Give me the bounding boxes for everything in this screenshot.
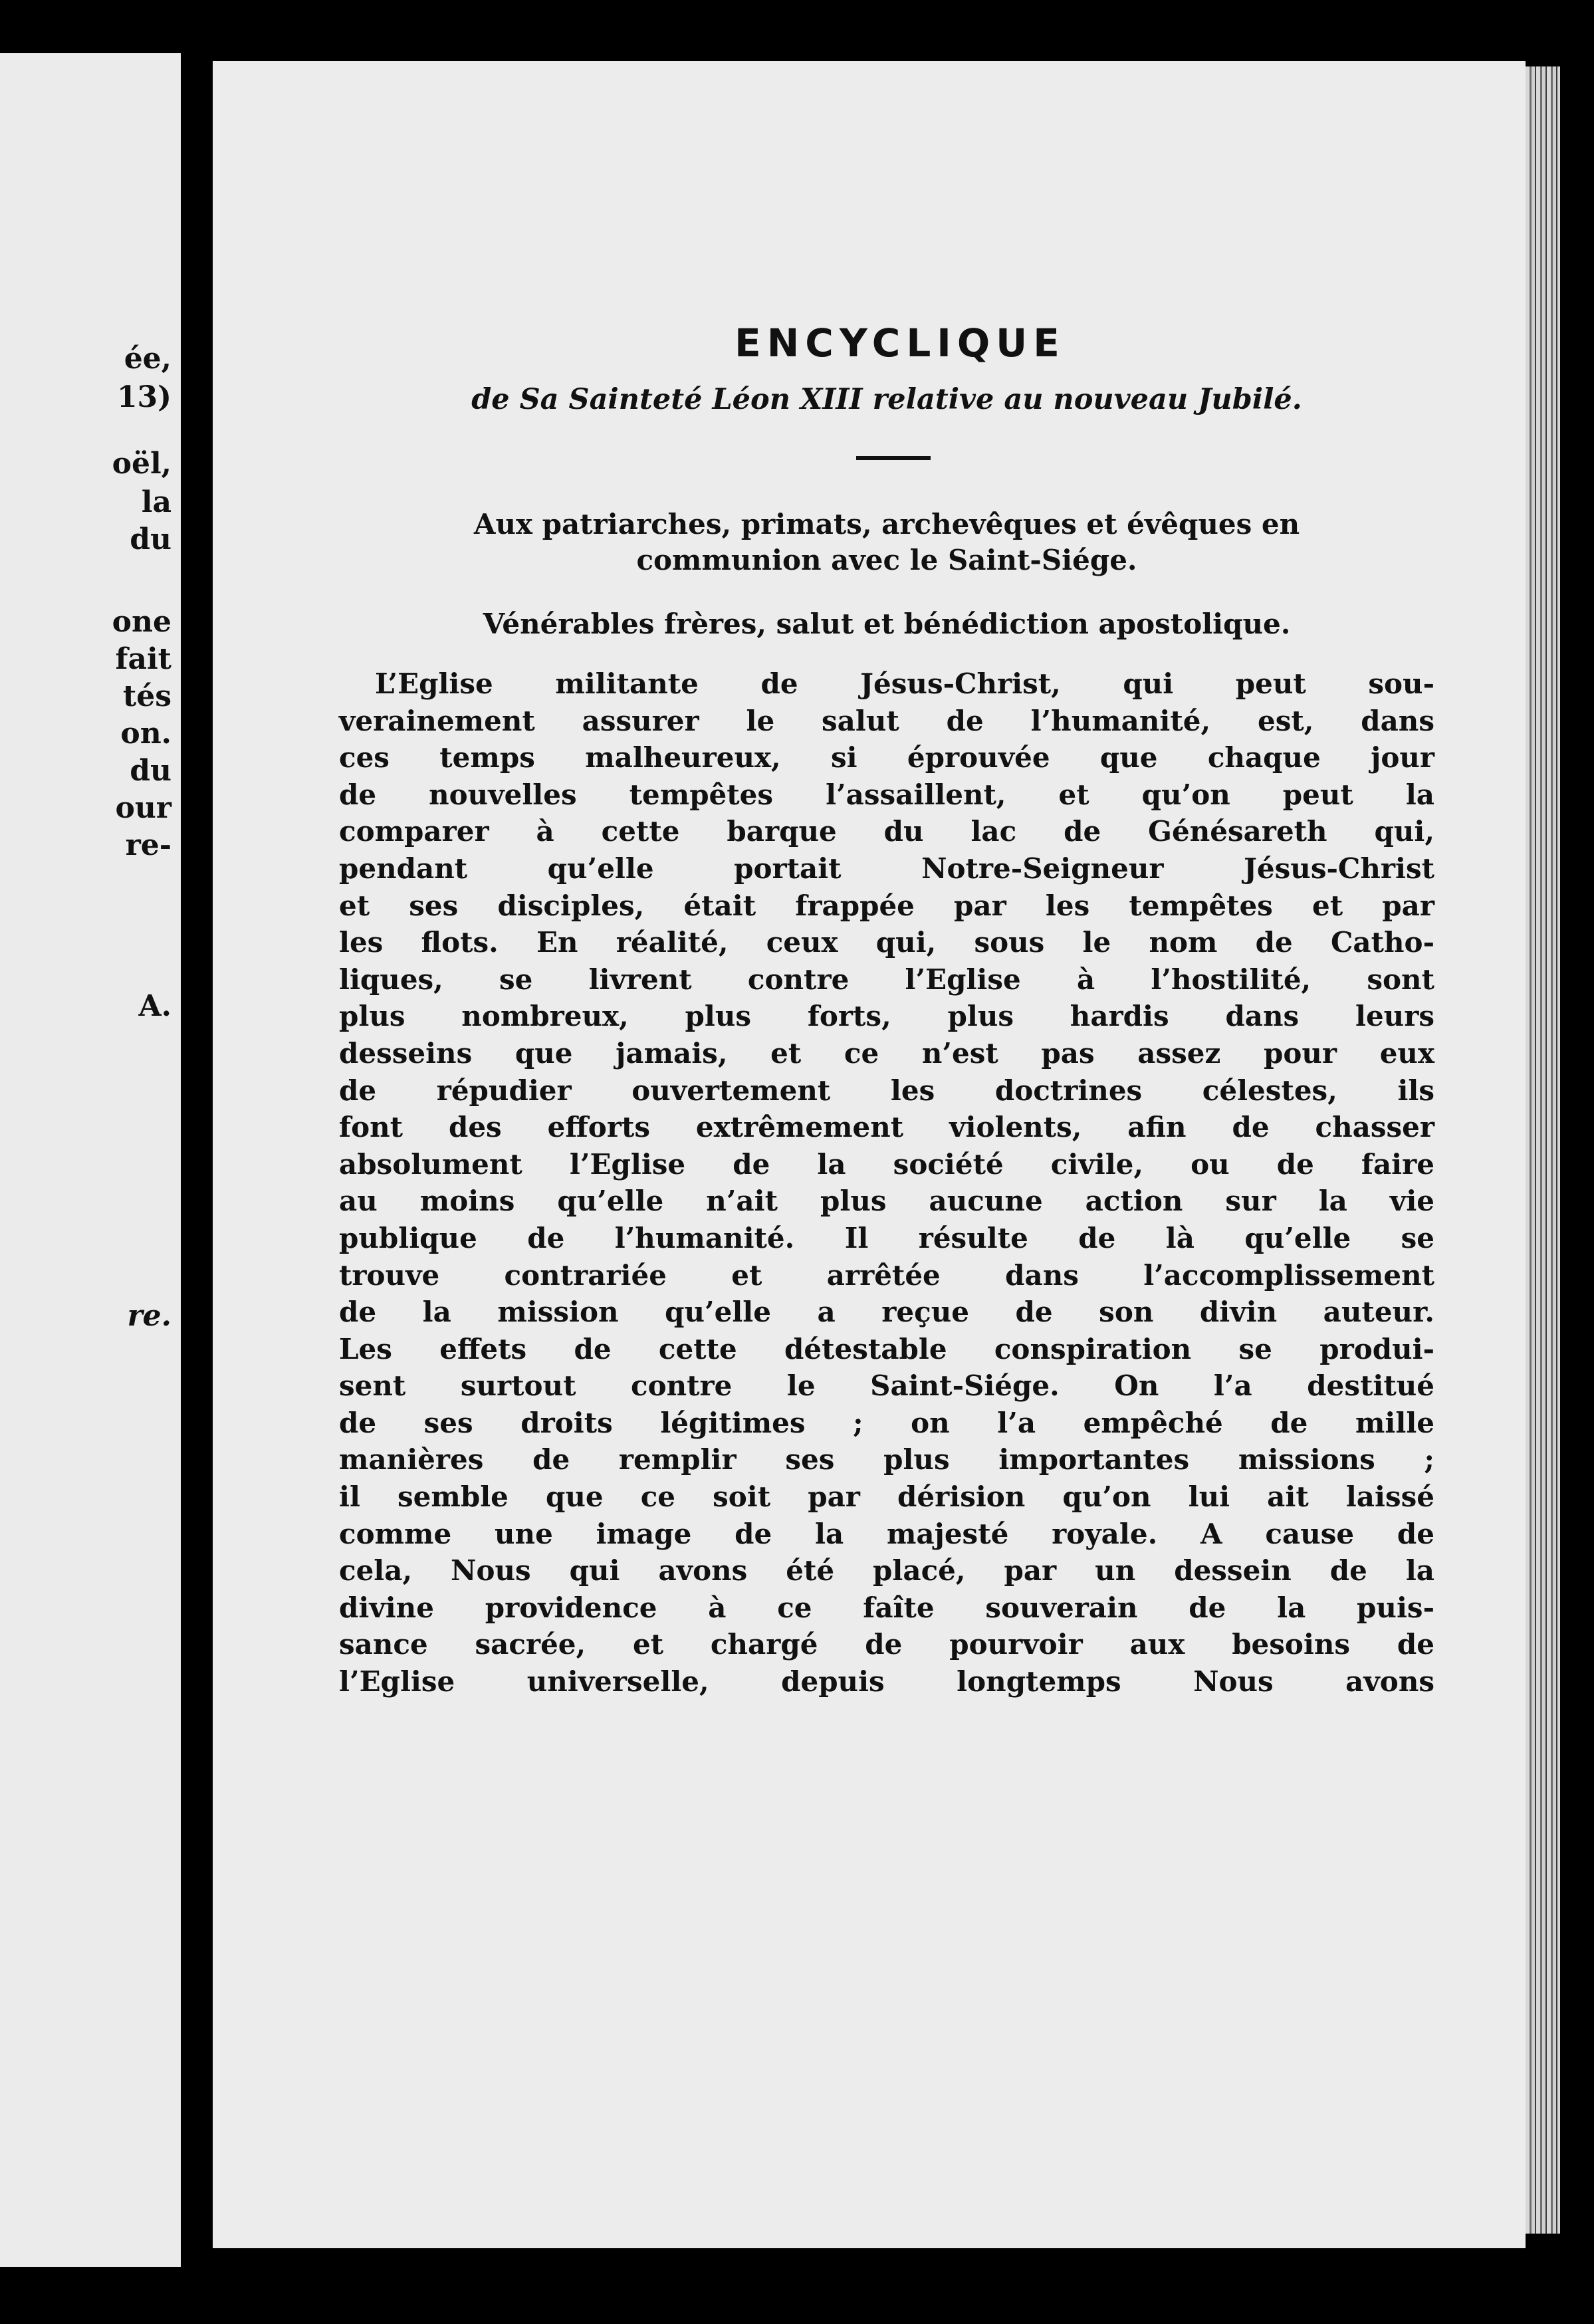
body-line: font des efforts extrêmement violents, afin de chasser (339, 1111, 1434, 1144)
left-page-fragment: ée, (124, 342, 171, 376)
body-line: cela, Nous qui avons été placé, par un dessein de la (339, 1554, 1434, 1587)
body-line: comme une image de la majesté royale. A cause de (339, 1517, 1434, 1550)
body-line: liques, se livrent contre l’Eglise à l’hostilité, sont (339, 963, 1434, 996)
left-facing-page (0, 53, 181, 2267)
body-line: verainement assurer le salut de l’humanité, est, dans (339, 704, 1434, 737)
address (339, 507, 1434, 578)
body-line: au moins qu’elle n’ait plus aucune action sur la vie (339, 1185, 1434, 1218)
body-line: l’Eglise universelle, depuis longtemps Nous avons (339, 1665, 1434, 1698)
address-line: Aux patriarches, primats, archevêques et évêques en (473, 508, 1300, 540)
body-line: et ses disciples, était frappée par les tempêtes et par (339, 889, 1434, 922)
body-line: trouve contrariée et arrêtée dans l’accomplissement (339, 1258, 1434, 1292)
body-line: publique de l’humanité. Il résulte de là qu’elle se (339, 1221, 1434, 1254)
body-line: Les effets de cette détestable conspiration se produi- (339, 1332, 1434, 1365)
left-page-fragment: la (141, 485, 171, 519)
address-line: communion avec le Saint-Siége. (636, 544, 1137, 576)
body-line: ces temps malheureux, si éprouvée que chaque jour (339, 741, 1434, 774)
stacked-page-edges (1526, 66, 1560, 2234)
left-page-fragment: fait (115, 642, 171, 676)
binding-gutter (181, 0, 213, 2324)
body-line: L’Eglise militante de Jésus-Christ, qui peut sou- (375, 667, 1434, 700)
body-line: manières de remplir ses plus importantes missions ; (339, 1443, 1434, 1476)
left-page-fragment: one (112, 605, 171, 639)
document-title: ENCYCLIQUE (735, 320, 1066, 366)
left-page-fragment: A. (138, 989, 171, 1023)
body-line: de répudier ouvertement les doctrines célestes, ils (339, 1074, 1434, 1107)
body-line: de ses droits légitimes ; on l’a empêché de mille (339, 1406, 1434, 1439)
body-line: pendant qu’elle portait Notre-Seigneur Jésus-Christ (339, 852, 1434, 885)
body-line: les flots. En réalité, ceux qui, sous le nom de Catho- (339, 926, 1434, 959)
left-page-fragment: on. (120, 717, 171, 751)
left-page-fragment: re. (127, 1299, 171, 1333)
left-page-fragment: 13) (116, 380, 171, 414)
left-page-fragment: tés (122, 679, 171, 713)
greeting: Vénérables frères, salut et bénédiction apostolique. (483, 608, 1291, 640)
title-rule (856, 456, 931, 460)
body-line: de la mission qu’elle a reçue de son divin auteur. (339, 1296, 1434, 1329)
body-line: absolument l’Eglise de la société civile, ou de faire (339, 1147, 1434, 1181)
body-paragraph (339, 665, 1434, 1700)
body-line: sance sacrée, et chargé de pourvoir aux besoins de (339, 1628, 1434, 1661)
document-subtitle: de Sa Sainteté Léon XIII relative au nouveau Jubilé. (471, 383, 1302, 416)
body-line: divine providence à ce faîte souverain de la puis- (339, 1591, 1434, 1624)
body-line: comparer à cette barque du lac de Génésareth qui, (339, 815, 1434, 848)
left-page-fragment: du (130, 523, 171, 556)
left-page-fragment: re- (125, 828, 171, 862)
body-line: desseins que jamais, et ce n’est pas assez pour eux (339, 1036, 1434, 1070)
left-page-fragment: our (115, 791, 171, 825)
left-page-fragment: oël, (112, 447, 171, 481)
body-line: sent surtout contre le Saint-Siége. On l’a destitué (339, 1369, 1434, 1403)
body-line: de nouvelles tempêtes l’assaillent, et qu’on peut la (339, 778, 1434, 811)
left-page-fragment: du (130, 754, 171, 788)
body-line: plus nombreux, plus forts, plus hardis dans leurs (339, 1000, 1434, 1033)
document-text-block (339, 320, 1434, 1700)
body-line: il semble que ce soit par dérision qu’on lui ait laissé (339, 1480, 1434, 1514)
document-page (213, 61, 1526, 2248)
